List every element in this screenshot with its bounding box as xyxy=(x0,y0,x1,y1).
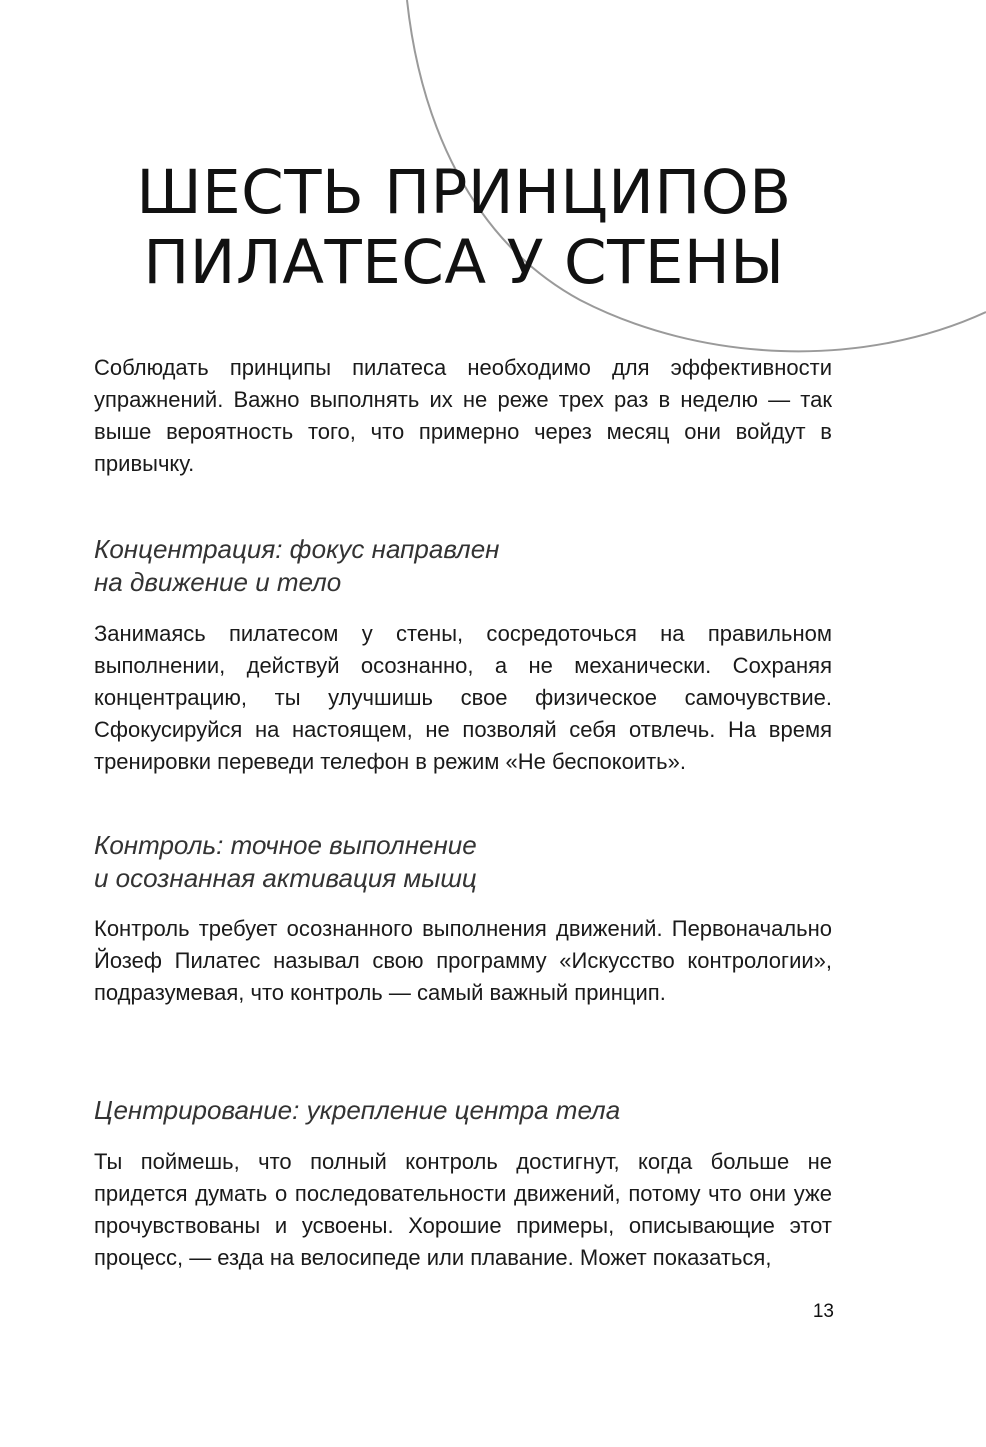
page-number: 13 xyxy=(812,1301,834,1322)
page-title-line-2: ПИЛАТЕСА У СТЕНЫ xyxy=(143,227,785,298)
section-heading-line: и осознанная активация мышц xyxy=(94,863,477,893)
section-heading-concentration xyxy=(94,533,832,599)
section-heading-centering xyxy=(94,1094,832,1127)
section-heading-control xyxy=(94,829,832,895)
section-heading-line: на движение и тело xyxy=(94,567,342,597)
section-heading-line: Центрирование: укрепление центра тела xyxy=(94,1095,621,1125)
section-body-concentration: Занимаясь пилатесом у стены, сосредоточься на правильном выполнении, действуй осознанно, а не механически. Сохраняя концентрацию, ты улучшишь свое физическое самочувствие. Сфокусируйся на настоящем, не позволяй себя отвлечь. На время тренировки переведи телефон в режим «Не беспокоить». xyxy=(94,621,832,774)
page-title xyxy=(94,158,834,298)
section-heading-line: Концентрация: фокус направлен xyxy=(94,534,500,564)
page-title-line-1: ШЕСТЬ ПРИНЦИПОВ xyxy=(136,157,792,228)
section-body-centering: Ты поймешь, что полный контроль достигнут, когда больше не придется думать о последовательности движений, потому что они уже прочувствованы и усвоены. Хорошие примеры, описывающие этот процесс, — езда на велосипеде или плавание. Может показаться, xyxy=(94,1149,832,1270)
section-body-control: Контроль требует осознанного выполнения движений. Первоначально Йозеф Пилатес называл свою программу «Искусство контрологии», подразумевая, что контроль — самый важный принцип. xyxy=(94,916,832,1005)
intro-paragraph: Соблюдать принципы пилатеса необходимо для эффективности упражнений. Важно выполнять их не реже трех раз в неделю — так выше вероятность того, что примерно через месяц они войдут в привычку. xyxy=(94,355,832,476)
section-heading-line: Контроль: точное выполнение xyxy=(94,830,477,860)
